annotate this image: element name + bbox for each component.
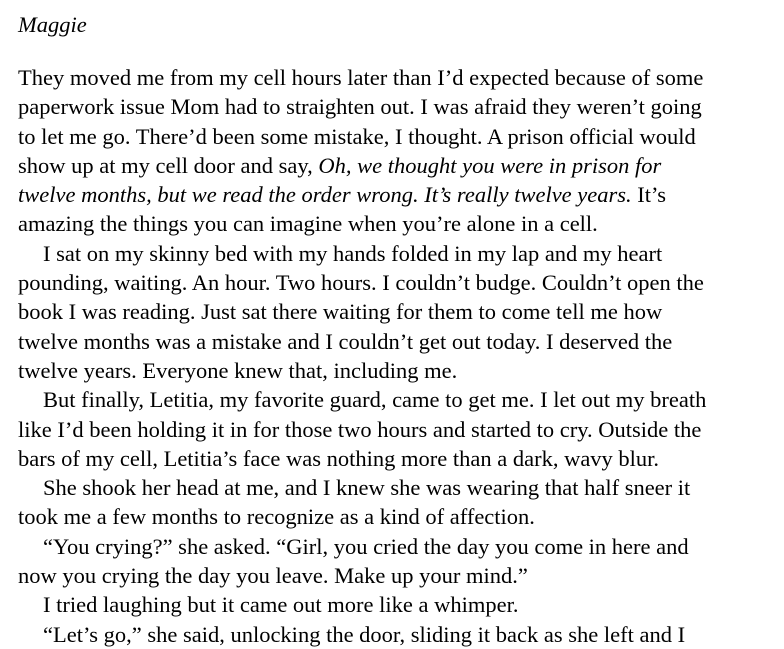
paragraph-start-line: I sat on my skinny bed with my hands folded in my lap and my heart	[43, 240, 663, 266]
italic-thought: twelve months, but we read the order wrong. It’s really twelve years.	[18, 182, 632, 208]
body-text	[18, 63, 778, 647]
text-line	[18, 151, 778, 180]
line-segment: It’s	[631, 182, 667, 208]
text-line: bars of my cell, Letitia’s face was nothing more than a dark, wavy blur.	[18, 445, 660, 471]
line-segment: show up at my cell door and say,	[18, 152, 319, 178]
text-line: now you crying the day you leave. Make up your mind.”	[18, 563, 528, 589]
paragraph-start-line: “You crying?” she asked. “Girl, you cried the day you come in here and	[43, 533, 689, 559]
text-line: twelve months was a mistake and I couldn’t get out today. I deserved the	[18, 328, 673, 354]
paragraph-start-line: I tried laughing but it came out more like a whimper.	[43, 592, 519, 618]
text-line: twelve years. Everyone knew that, including me.	[18, 357, 458, 383]
paragraph-start-line: But finally, Letitia, my favorite guard, came to get me. I let out my breath	[43, 387, 707, 413]
italic-thought: Oh, we thought you were in prison for	[318, 152, 662, 178]
text-line	[18, 180, 778, 209]
text-line: paperwork issue Mom had to straighten out. I was afraid they weren’t going	[18, 94, 702, 120]
text-line: took me a few months to recognize as a kind of affection.	[18, 504, 535, 530]
text-line: like I’d been holding it in for those two hours and started to cry. Outside the	[18, 416, 702, 442]
cut-off-line: “Let’s go,” she said, unlocking the door, sliding it back as she left and I	[43, 621, 686, 647]
paragraph-start-line: She shook her head at me, and I knew she was wearing that half sneer it	[43, 475, 691, 501]
chapter-heading: Maggie	[18, 12, 87, 37]
text-line: amazing the things you can imagine when you’re alone in a cell.	[18, 211, 598, 237]
text-line: They moved me from my cell hours later than I’d expected because of some	[18, 65, 704, 90]
text-line: to let me go. There’d been some mistake, I thought. A prison official would	[18, 123, 696, 149]
text-line: pounding, waiting. An hour. Two hours. I couldn’t budge. Couldn’t open the	[18, 270, 704, 296]
text-line: book I was reading. Just sat there waiting for them to come tell me how	[18, 299, 663, 325]
